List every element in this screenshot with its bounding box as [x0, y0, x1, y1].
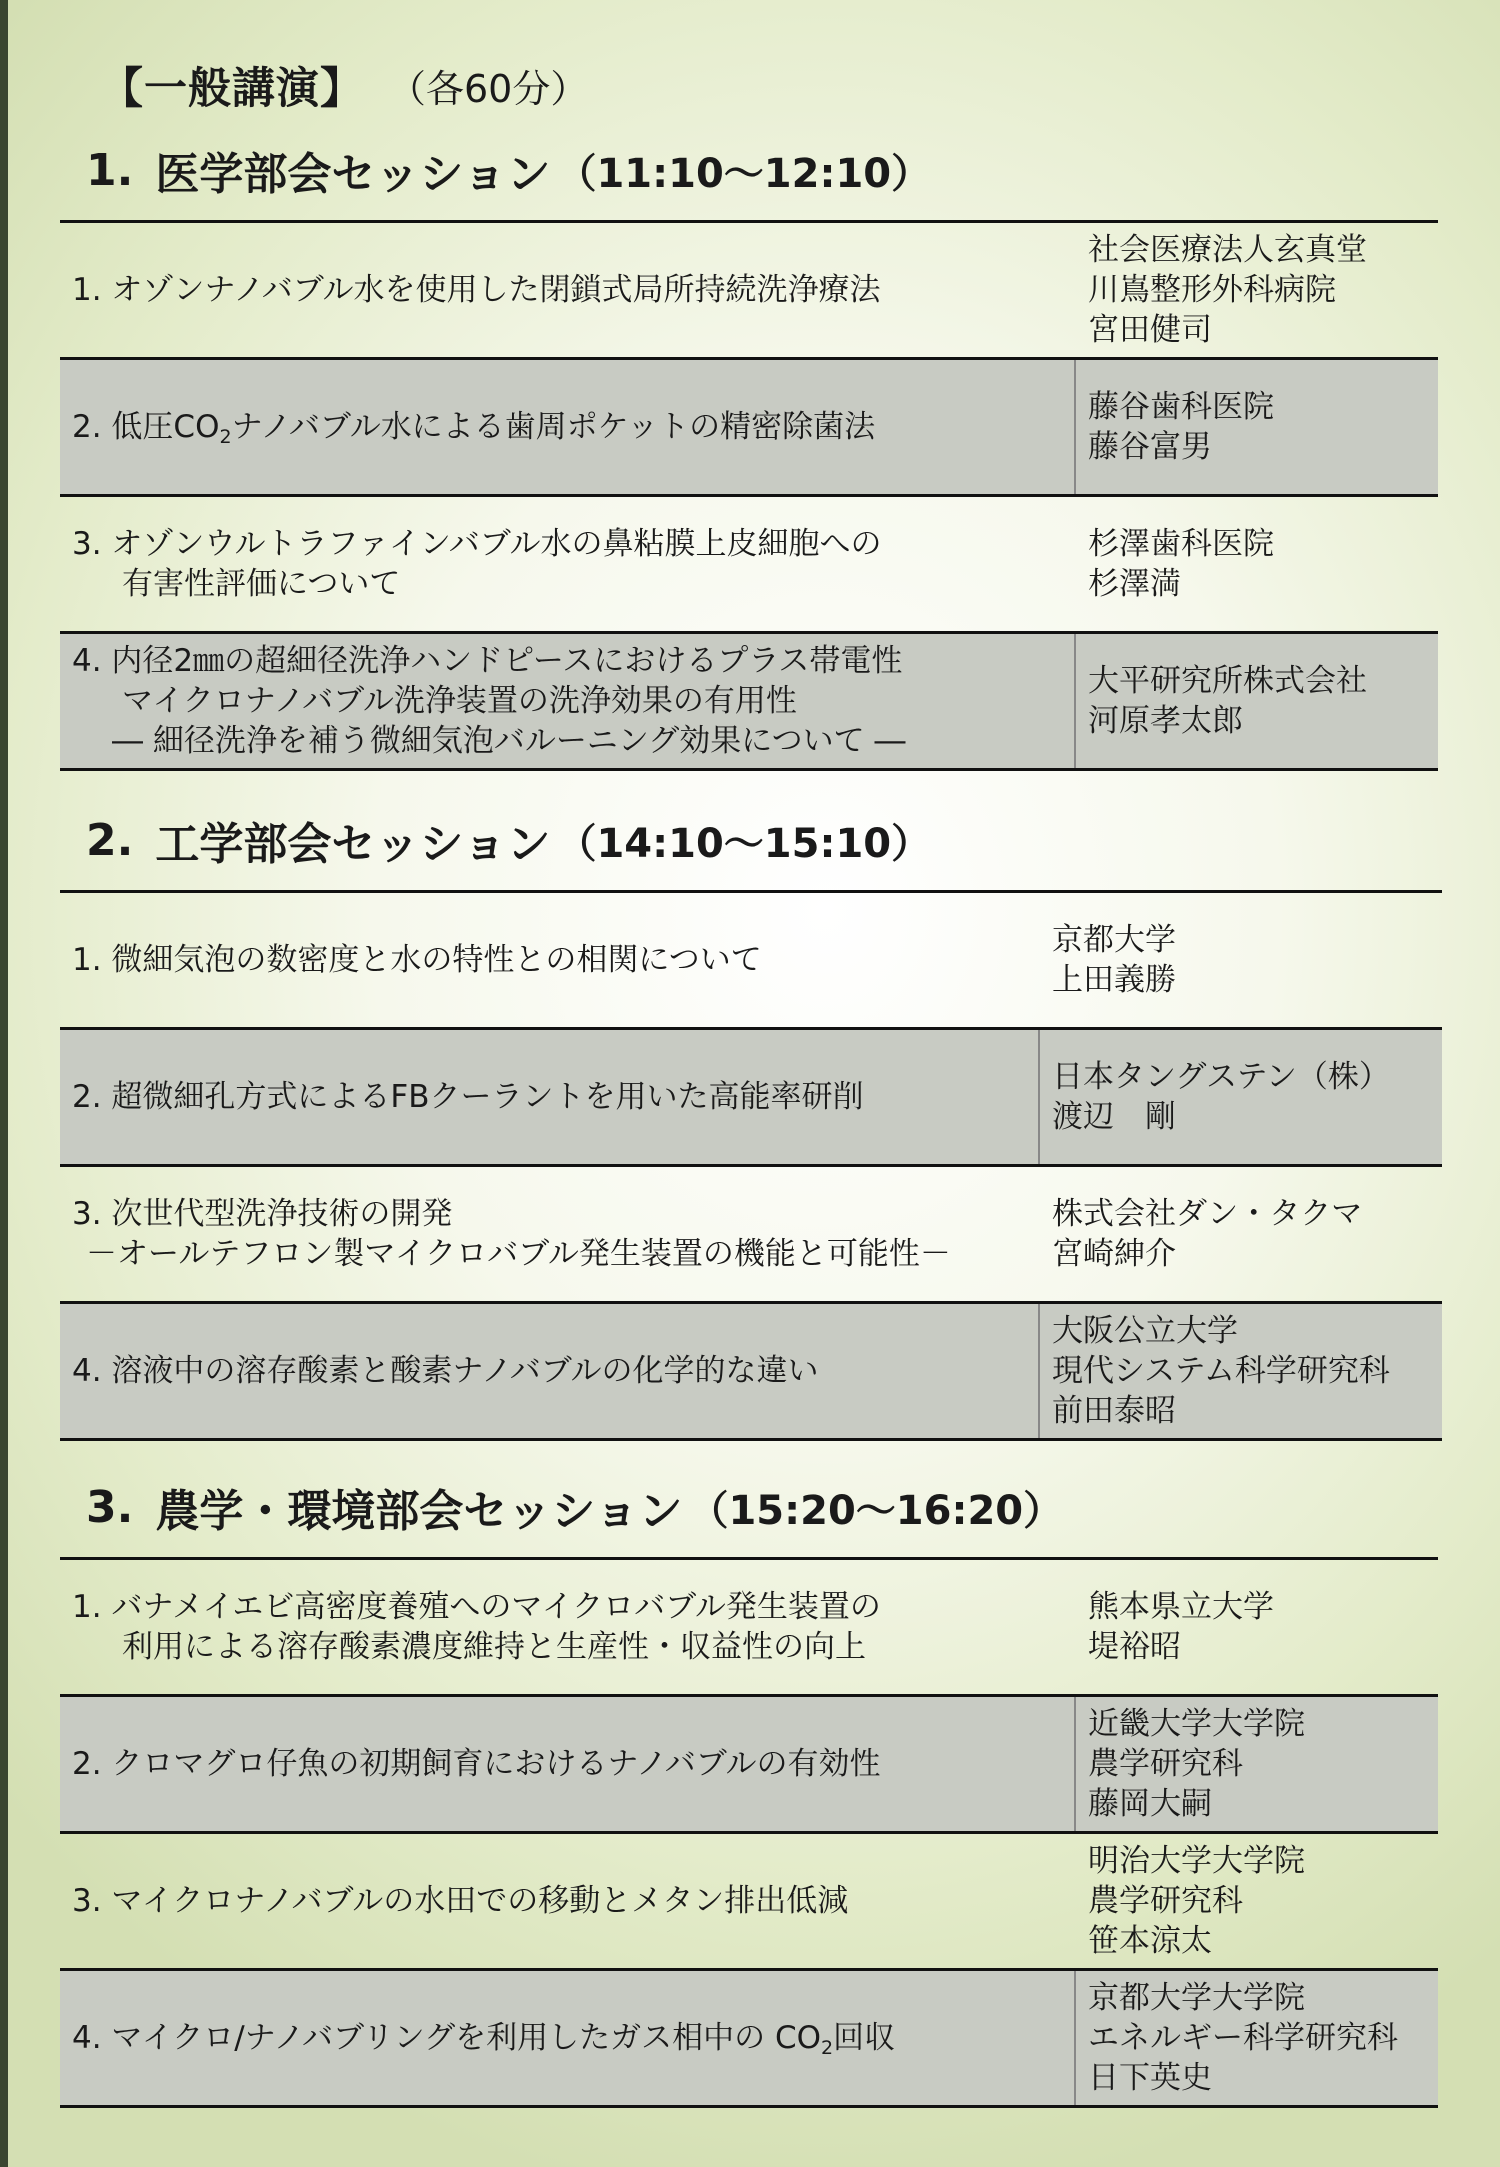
talk-title-line: マイクロナノバブル洗浄装置の洗浄効果の有用性: [122, 683, 797, 719]
subscript: 2: [219, 426, 232, 448]
table-row: [60, 634, 1438, 771]
presenter: [1074, 1971, 1438, 2105]
presenter-line: 宮崎紳介: [1052, 1236, 1176, 1272]
talk-title-line: 3. オゾンウルトラファインバブル水の鼻粘膜上皮細胞への: [72, 526, 882, 562]
section-heading: [60, 120, 1438, 220]
presenter-line: 川嶌整形外科病院: [1088, 272, 1336, 308]
talk-title-line: 有害性評価について: [122, 566, 401, 602]
main-header: [100, 55, 588, 115]
presenter-line: 堤裕昭: [1088, 1629, 1181, 1665]
presenter-line: 京都大学大学院: [1088, 1980, 1305, 2016]
presenter-line: 社会医療法人玄真堂: [1088, 232, 1367, 268]
table-row: [60, 893, 1442, 1030]
table-row: [60, 1560, 1438, 1697]
presenter-line: 杉澤歯科医院: [1088, 526, 1274, 562]
presenter-line: 笹本涼太: [1088, 1923, 1212, 1959]
session-table: [60, 890, 1442, 1441]
presenter-line: 藤谷歯科医院: [1088, 389, 1274, 425]
presenter: [1076, 497, 1438, 631]
section-time: （14:10～15:10）: [556, 820, 932, 867]
presenter-line: エネルギー科学研究科: [1088, 2020, 1398, 2056]
section-heading: [60, 1457, 1438, 1557]
section-engineering: [60, 790, 1438, 1441]
presenter: [1074, 360, 1438, 494]
talk-title-line: 3. マイクロナノバブルの水田での移動とメタン排出低減: [72, 1883, 849, 1919]
talk-title-line: 2. 超微細孔方式によるFBクーラントを用いた高能率研削: [72, 1079, 864, 1115]
section-title: 医学部会セッション: [155, 149, 551, 200]
section-time: （11:10～12:10）: [556, 150, 932, 197]
presenter-line: 河原孝太郎: [1088, 703, 1243, 739]
talk-title-line: 2. クロマグロ仔魚の初期飼育におけるナノバブルの有効性: [72, 1746, 881, 1782]
talk-title-line: 4. 溶液中の溶存酸素と酸素ナノバブルの化学的な違い: [72, 1353, 819, 1389]
talk-title-line: 1. バナメイエビ高密度養殖へのマイクロバブル発生装置の: [72, 1589, 881, 1625]
section-title: 農学・環境部会セッション: [155, 1486, 683, 1537]
talk-title-line: 1. 微細気泡の数密度と水の特性との相関について: [72, 942, 762, 978]
talk-title: [60, 893, 1040, 1027]
talk-title: [60, 1304, 1038, 1438]
section-agriculture-environment: [60, 1457, 1438, 2108]
section-medical: [60, 120, 1438, 771]
presenter-line: 近畿大学大学院: [1088, 1706, 1305, 1742]
presenter-line: 農学研究科: [1088, 1883, 1243, 1919]
section-title: 工学部会セッション: [155, 819, 551, 870]
talk-title-line: 3. 次世代型洗浄技術の開発: [72, 1196, 453, 1232]
presenter-line: 杉澤満: [1088, 566, 1181, 602]
talk-title-part: 4. マイクロ/ナノバブリングを利用したガス相中の CO: [72, 2020, 822, 2056]
presenter: [1076, 1560, 1438, 1694]
presenter-line: 明治大学大学院: [1088, 1843, 1305, 1879]
talk-title-line: －オールテフロン製マイクロバブル発生装置の機能と可能性－: [86, 1236, 951, 1272]
table-row: [60, 1304, 1442, 1441]
left-border-bar: [0, 0, 8, 2167]
presenter-line: 藤岡大嗣: [1088, 1786, 1212, 1822]
session-table: [60, 1557, 1438, 2108]
presenter-line: 大平研究所株式会社: [1088, 663, 1367, 699]
talk-title: [60, 1834, 1076, 1968]
talk-title-line: [72, 407, 1074, 447]
table-row: [60, 1834, 1438, 1971]
talk-title: [60, 497, 1076, 631]
talk-title: [60, 360, 1074, 494]
talk-title: [60, 223, 1076, 357]
talk-title: [60, 1030, 1038, 1164]
talk-title-line: [72, 2018, 1074, 2058]
presenter-line: 農学研究科: [1088, 1746, 1243, 1782]
presenter-line: 株式会社ダン・タクマ: [1052, 1196, 1363, 1232]
table-row: [60, 223, 1438, 360]
presenter: [1074, 634, 1438, 768]
table-row: [60, 497, 1438, 634]
presenter-line: 現代システム科学研究科: [1052, 1353, 1390, 1389]
presenter-line: 熊本県立大学: [1088, 1589, 1274, 1625]
section-number: 1.: [86, 144, 134, 196]
presenter-line: 京都大学: [1052, 922, 1176, 958]
presenter: [1038, 1304, 1442, 1438]
table-row: [60, 360, 1438, 497]
talk-title-line: ― 細径洗浄を補う微細気泡バルーニング効果について ―: [112, 723, 906, 759]
talk-title: [60, 1167, 1040, 1301]
talk-title-part: 2. 低圧CO: [72, 409, 220, 445]
section-number: 2.: [86, 814, 134, 866]
talk-title-part: ナノバブル水による歯周ポケットの精密除菌法: [231, 409, 876, 445]
main-header-title: 【一般講演】: [100, 63, 364, 114]
presenter: [1040, 893, 1442, 1027]
section-time: （15:20～16:20）: [688, 1487, 1064, 1534]
presenter: [1076, 223, 1438, 357]
presenter-line: 藤谷富男: [1088, 429, 1212, 465]
presenter-line: 前田泰昭: [1052, 1393, 1176, 1429]
talk-title-line: 4. 内径2㎜の超細径洗浄ハンドピースにおけるプラス帯電性: [72, 643, 903, 679]
presenter-line: 日下英史: [1088, 2060, 1212, 2096]
session-table: [60, 220, 1438, 771]
presenter: [1038, 1030, 1442, 1164]
presenter: [1076, 1834, 1438, 1968]
talk-title-line: 1. オゾンナノバブル水を使用した閉鎖式局所持続洗浄療法: [72, 272, 881, 308]
presenter-line: 上田義勝: [1052, 962, 1176, 998]
presenter: [1040, 1167, 1442, 1301]
table-row: [60, 1971, 1438, 2108]
talk-title: [60, 1697, 1074, 1831]
main-header-subtitle: （各60分）: [388, 66, 589, 111]
talk-title-line: 利用による溶存酸素濃度維持と生産性・収益性の向上: [122, 1629, 866, 1665]
talk-title: [60, 1971, 1074, 2105]
presenter: [1074, 1697, 1438, 1831]
section-heading: [60, 790, 1438, 890]
subscript: 2: [821, 2037, 834, 2059]
presenter-line: 宮田健司: [1088, 312, 1212, 348]
presenter-line: 大阪公立大学: [1052, 1313, 1238, 1349]
talk-title: [60, 634, 1074, 768]
presenter-line: 日本タングステン（株）: [1052, 1059, 1390, 1095]
presenter-line: 渡辺 剛: [1052, 1099, 1176, 1135]
table-row: [60, 1697, 1438, 1834]
talk-title: [60, 1560, 1076, 1694]
talk-title-part: 回収: [833, 2020, 896, 2056]
table-row: [60, 1167, 1442, 1304]
section-number: 3.: [86, 1481, 134, 1533]
table-row: [60, 1030, 1442, 1167]
